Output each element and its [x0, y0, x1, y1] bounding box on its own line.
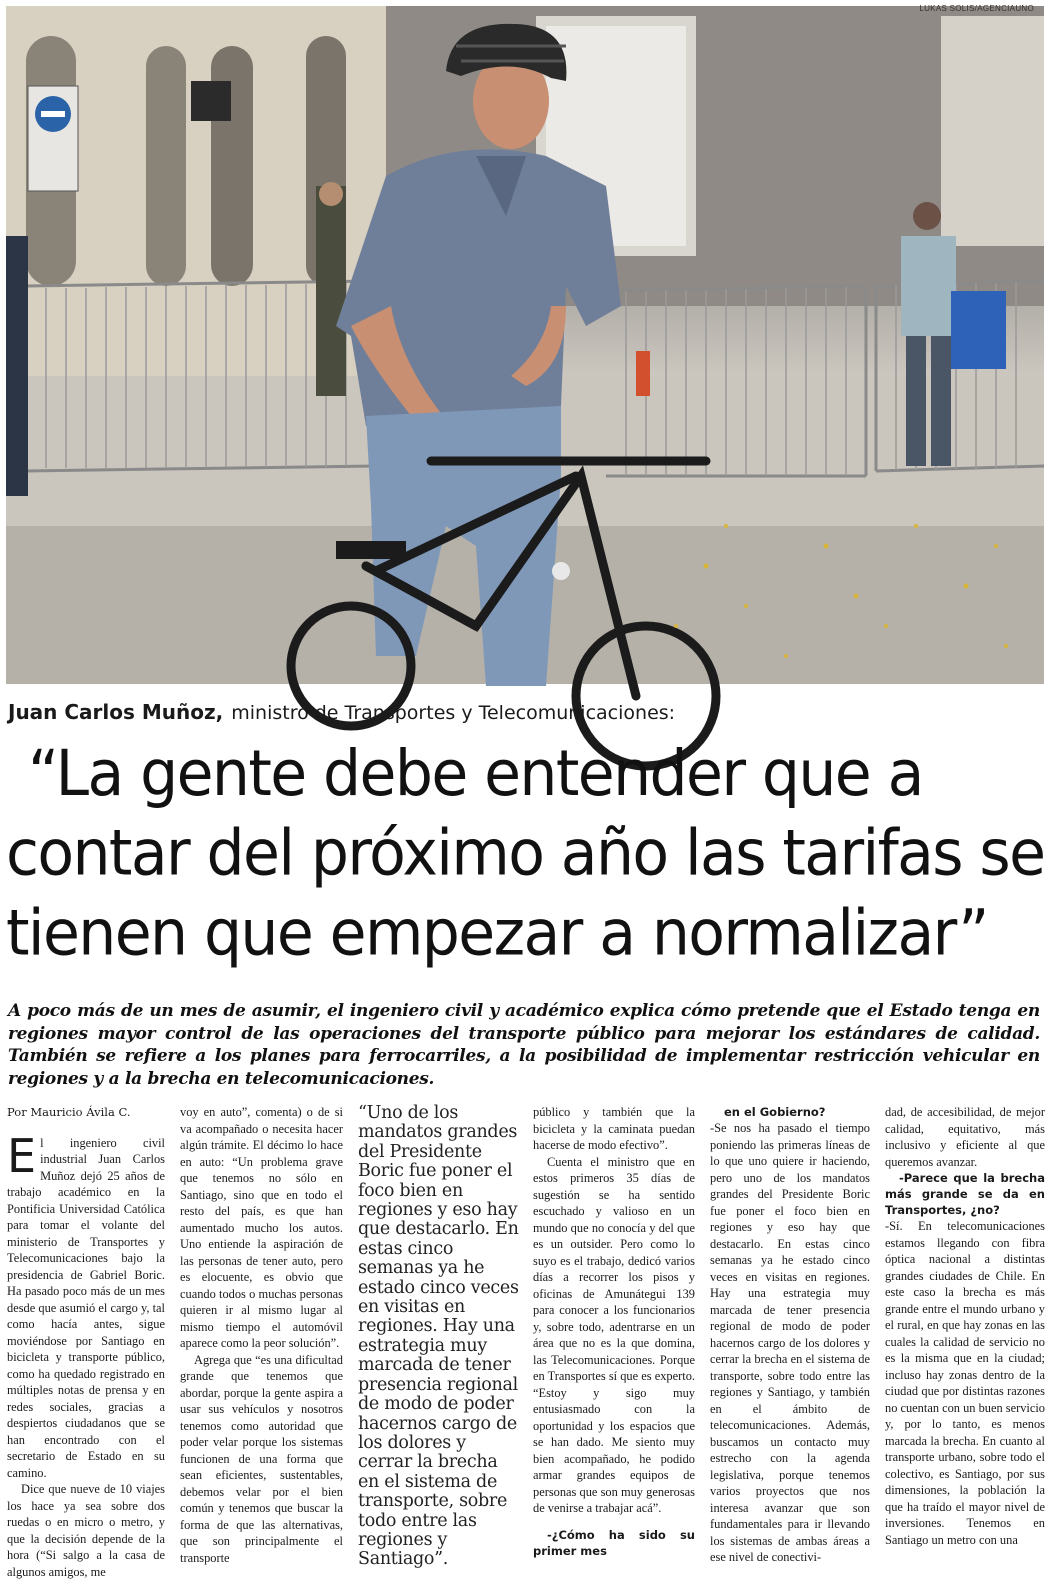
column-6 [885, 1104, 1045, 1548]
lead-paragraph: A poco más de un mes de asumir, el ingeniero civil y académico explica cómo pretende que el Estado tenga en regiones mayor control de las operaciones del transporte público para mejorar los estándares de calidad. También se refiere a los planes para ferrocarriles, a la posibilidad de implementar restricción vehicular en regiones y a la brecha en telecomunicaciones. [8, 1001, 1040, 1089]
interviewee-name: Juan Carlos Muñoz, [8, 700, 224, 724]
body-paragraph: voy en auto”, comenta) o de si va acompañado o necesita hacer algún trámite. El décimo lo hace en auto: “Un problema grave que tenemos no sólo en Santiago, sino que en todo el resto del país, es que han aumentado mucho los autos. Uno entiende la aspiración de las personas de tener auto, pero es elocuente, es obvio que cuando todos o muchas personas quieren ir al mismo lugar al mismo tiempo el automóvil aparece como la peor solución”. [180, 1105, 343, 1350]
body-paragraph [7, 1128, 165, 1482]
body-paragraph: -Sí. En telecomunicaciones estamos llegando con fibra óptica nacional a distintas grandes ciudades de Chile. En este caso la brecha es más grande entre el mundo urbano y el rural, en que hay zonas en las cuales la calidad de servicio no es la misma que en la ciudad; incluso hay zonas dentro de la ciudad que por distintas razones no cuentan con un buen servicio y, por lo tanto, es menos marcada la brecha. En cuanto al transporte urbano, sobre todo el colectivo, es Santiago, por sus dimensiones, la población la que ha traído el mayor nivel de inversiones. Tenemos en Santiago un metro con una [885, 1219, 1045, 1547]
drop-cap: E [7, 1128, 37, 1183]
column-2 [180, 1104, 343, 1566]
photo-credit: LUKAS SOLIS/AGENCIAUNO [919, 4, 1034, 13]
interviewee-line [8, 700, 1038, 724]
photo-cyclist [6, 6, 1044, 684]
body-paragraph: público y también que la bicicleta y la caminata puedan hacerse de modo efectivo”. [533, 1105, 695, 1152]
body-paragraph: Dice que nueve de 10 viajes los hace ya sea sobre dos ruedas o en micro o metro, y que la decisión depende de la hora (“Si salgo a la casa de algunos amigos, me [7, 1482, 165, 1579]
body-text: l ingeniero civil industrial Juan Carlos Muñoz dejó 25 años de trabajo académico en la Pontificia Universidad Católica para tomar el volante del ministerio de Transportes y Telecomunicaciones bajo la presidencia de Gabriel Boric. Ha pasado poco más de un mes desde que asumió el cargo y, tal como hacía antes, sigue moviéndose por Santiago en bicicleta y transporte público, como ha quedado registrado en múltiples notas de prensa y en redes sociales, gracias a despiertos ciudadanos que se han encontrado con el secretario de Estado en su camino. [7, 1135, 165, 1480]
interview-question: en el Gobierno? [724, 1105, 826, 1119]
pull-quote: “Uno de los mandatos grandes del Presidente Boric fue poner el foco bien en regiones y eso hay que destacarlo. En estas cinco semanas ya he estado cinco veces en visitas en regiones. Hay una estrategia muy marcada de tener presencia regional de modo de poder hacernos cargo de los dolores y cerrar la brecha en el sistema de transporte, sobre todo entre las regiones y Santiago”. [358, 1103, 519, 1570]
author-byline: Por Mauricio Ávila C. [7, 1105, 131, 1119]
body-paragraph: dad, de accesibilidad, de mejor calidad, equitativo, más inclusivo y eficiente al que queremos avanzar. [885, 1105, 1045, 1169]
interview-question: -Parece que la brecha más grande se da en Transportes, ¿no? [885, 1171, 1045, 1217]
headline [6, 734, 1046, 973]
headline-line-1: “La gente debe entender que a [28, 737, 923, 811]
body-paragraph: Agrega que “es una dificultad grande que tenemos que abordar, porque la gente aspira a usar sus vehículos y nosotros tenemos como autoridad que poder velar porque los sistemas funcionen de una forma que sean eficientes, sustentables, debemos velar por el bien común y tenemos que buscar la forma de que las alternativas, que son principalmente el transporte [180, 1352, 343, 1565]
column-4 [533, 1104, 695, 1559]
article-photo [6, 6, 1044, 684]
column-1 [7, 1104, 165, 1580]
column-3-pullquote [358, 1104, 520, 1570]
interviewee-role: ministro de Transportes y Telecomunicaciones: [231, 702, 676, 724]
body-paragraph: -Se nos ha pasado el tiempo poniendo las primeras líneas de lo que uno quiere ir haciendo, pero uno de los mandatos grandes del Presidente Boric fue poner el foco bien en regiones y eso hay que destacarlo. En estas cinco semanas ya he estado cinco veces en visitas en regiones. Hay una estrategia muy marcada de tener presencia regional de modo de poder hacernos cargo de los dolores y cerrar la brecha en el sistema de transporte, sobre todo entre las regiones y Santiago, y también en el ámbito de telecomunicaciones. Además, buscamos un contacto muy estrecho con la agenda legislativa, porque tenemos varios proyectos que nos interesa avanzar que son fundamentales para ir llevando los sistemas de ambas áreas a ese nivel de conectivi- [710, 1121, 870, 1564]
interview-question: -¿Cómo ha sido su primer mes [533, 1527, 695, 1558]
headline-line-2: contar del próximo año las tarifas se [6, 816, 1045, 891]
column-5 [710, 1104, 870, 1566]
headline-line-3: tienen que empezar a normalizar” [6, 896, 988, 971]
body-paragraph: Cuenta el ministro que en estos primeros 35 días de sugestión se ha sentido escuchado y valioso en un mundo que no conocía y del que es un outsider. Pero como lo suyo es el trabajo, dedicó varios días a recorrer los pisos y oficinas de Amunátegui 139 para conocer a los funcionarios y, sobre todo, adentrarse en un área que no es la que domina, las Telecomunicaciones. Porque en Transportes sí que es experto. “Estoy y sigo muy entusiasmado con la oportunidad y los espacios que se han dado. Me siento muy bien acompañado, he podido armar grandes equipos de personas que son muy generosas de venirse a trabajar acá”. [533, 1154, 695, 1515]
